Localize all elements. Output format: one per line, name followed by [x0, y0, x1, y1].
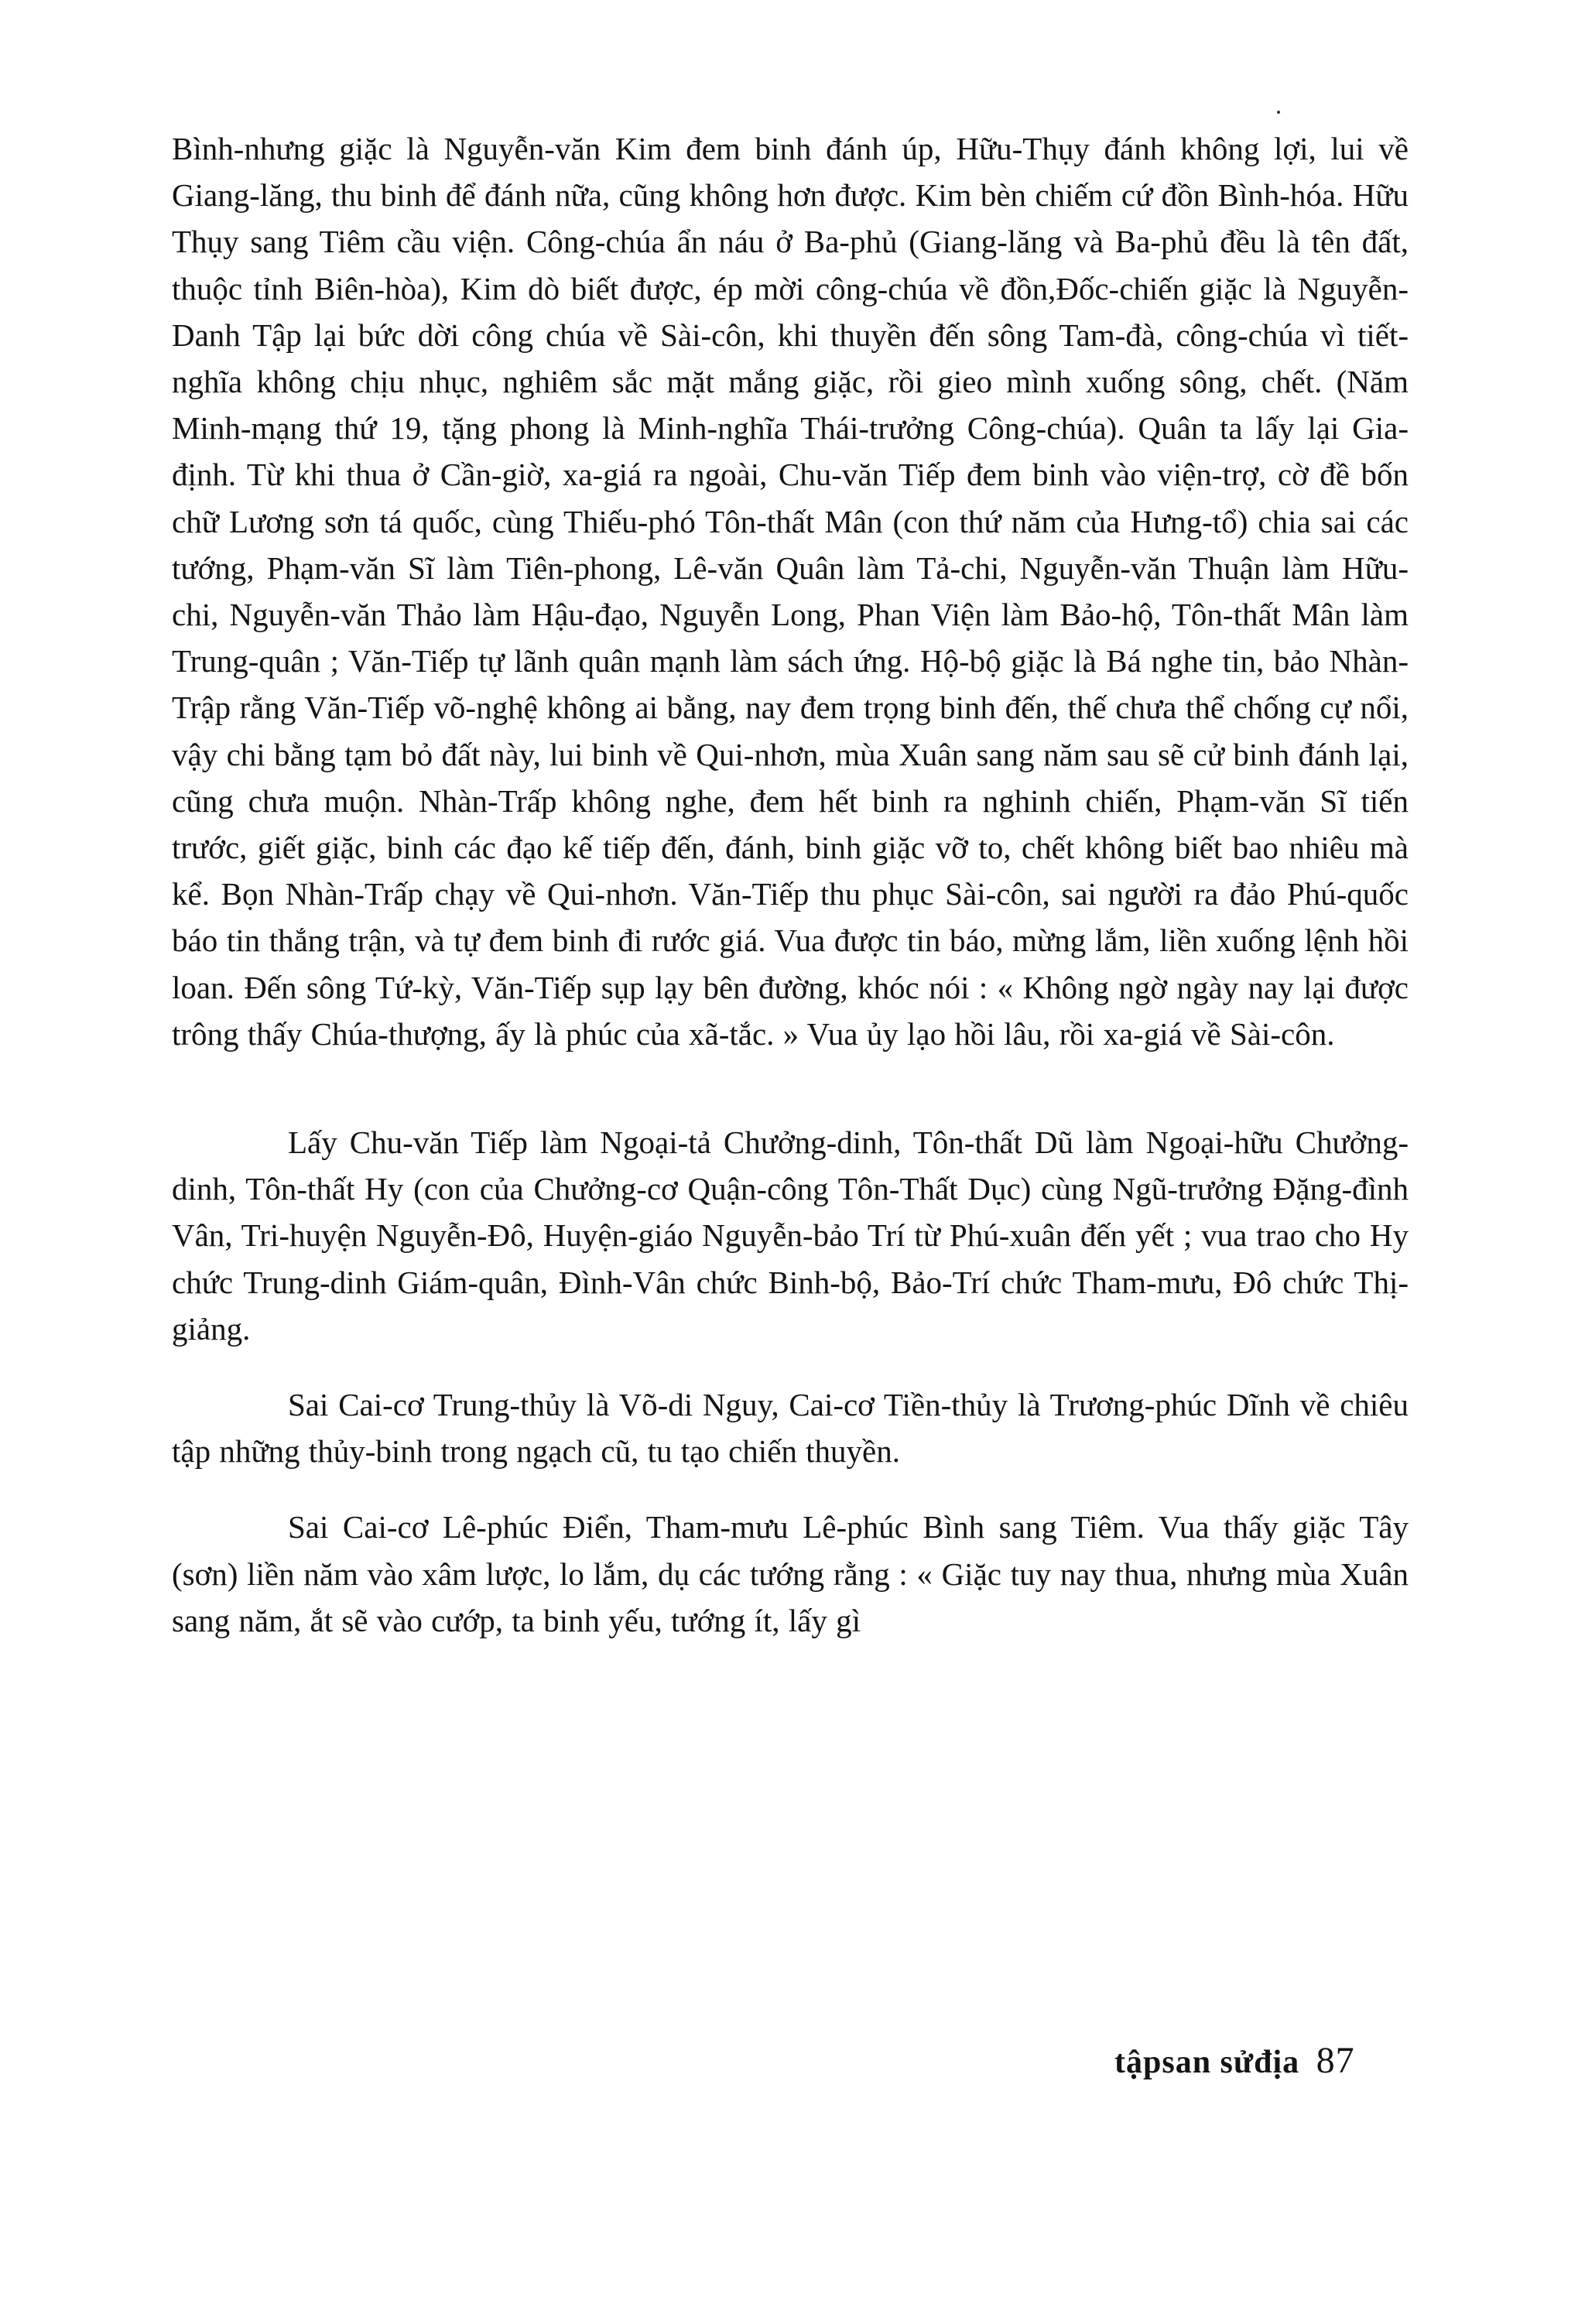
paragraph-2: Lấy Chu-văn Tiếp làm Ngoại-tả Chưởng-dinh, Tôn-thất Dũ làm Ngoại-hữu Chưởng-dinh, Tôn-thất Hy (con của Chưởng-cơ Quận-công Tôn-Thất Dục) cùng Ngũ-trưởng Đặng-đình Vân, Tri-huyện Nguyễn-Đô, Huyện-giáo Nguyễn-bảo Trí từ Phú-xuân đến yết ; vua trao cho Hy chức Trung-dinh Giám-quân, Đình-Vân chức Binh-bộ, Bảo-Trí chức Tham-mưu, Đô chức Thị-giảng.: [172, 1124, 1409, 1347]
page-number: 87: [1316, 2040, 1355, 2081]
paragraph-1: Bình-nhưng giặc là Nguyễn-văn Kim đem binh đánh úp, Hữu-Thụy đánh không lợi, lui về Giang-lăng, thu binh để đánh nữa, cũng không hơn được. Kim bèn chiếm cứ đồn Bình-hóa. Hữu Thụy sang Tiêm cầu viện. Công-chúa ẩn náu ở Ba-phủ (Giang-lăng và Ba-phủ đều là tên đất, thuộc tỉnh Biên-hòa), Kim dò biết được, ép mời công-chúa về đồn,Đốc-chiến giặc là Nguyễn-Danh Tập lại bức dời công chúa về Sài-côn, khi thuyền đến sông Tam-đà, công-chúa vì tiết-nghĩa không chịu nhục, nghiêm sắc mặt mắng giặc, rồi gieo mình xuống sông, chết. (Năm Minh-mạng thứ 19, tặng phong là Minh-nghĩa Thái-trưởng Công-chúa). Quân ta lấy lại Gia-định. Từ khi thua ở Cần-giờ, xa-giá ra ngoài, Chu-văn Tiếp đem binh vào viện-trợ, cờ đề bốn chữ Lương sơn tá quốc, cùng Thiếu-phó Tôn-thất Mân (con thứ năm của Hưng-tổ) chia sai các tướng, Phạm-văn Sĩ làm Tiên-phong, Lê-văn Quân làm Tả-chi, Nguyễn-văn Thuận làm Hữu-chi, Nguyễn-văn Thảo làm Hậu-đạo, Nguyễn Long, Phan Viện làm Bảo-hộ, Tôn-thất Mân làm Trung-quân ; Văn-Tiếp tự lãnh quân mạnh làm sách ứng. Hộ-bộ giặc là Bá nghe tin, bảo Nhàn-Trập rằng Văn-Tiếp võ-nghệ không ai bằng, nay đem trọng binh đến, thế chưa thể chống cự nổi, vậy chi bằng tạm bỏ đất này, lui binh về Qui-nhơn, mùa Xuân sang năm sau sẽ cử binh đánh lại, cũng chưa muộn. Nhàn-Trấp không nghe, đem hết binh ra nghinh chiến, Phạm-văn Sĩ tiến trước, giết giặc, binh các đạo kế tiếp đến, đánh, binh giặc vỡ to, chết không biết bao nhiêu mà kể. Bọn Nhàn-Trấp chạy về Qui-nhơn. Văn-Tiếp thu phục Sài-côn, sai người ra đảo Phú-quốc báo tin thắng trận, và tự đem binh đi rước giá. Vua được tin báo, mừng lắm, liền xuống lệnh hồi loan. Đến sông Tứ-kỳ, Văn-Tiếp sụp lạy bên đường, khóc nói : « Không ngờ ngày nay lại được trông thấy Chúa-thượng, ấy là phúc của xã-tắc. » Vua ủy lạo hồi lâu, rồi xa-giá về Sài-côn.: [172, 131, 1409, 1052]
paragraph-4: Sai Cai-cơ Lê-phúc Điển, Tham-mưu Lê-phúc Bình sang Tiêm. Vua thấy giặc Tây (sơn) liền năm vào xâm lược, lo lắm, dụ các tướng rằng : « Giặc tuy nay thua, nhưng mùa Xuân sang năm, ắt sẽ vào cướp, ta binh yếu, tướng ít, lấy gì: [172, 1509, 1409, 1638]
paragraph-gap: [172, 1352, 1409, 1381]
paragraph-gap: [172, 1057, 1409, 1119]
body-text: [172, 125, 1409, 1644]
print-speck: [1277, 111, 1280, 114]
publication-name: tậpsan sửđịa: [1114, 2045, 1300, 2080]
paragraph-3: Sai Cai-cơ Trung-thủy là Võ-di Nguy, Cai-cơ Tiền-thủy là Trương-phúc Dĩnh về chiêu tập những thủy-binh trong ngạch cũ, tu tạo chiến thuyền.: [172, 1387, 1409, 1470]
page-footer: [1114, 2039, 1355, 2082]
paragraph-gap: [172, 1474, 1409, 1504]
